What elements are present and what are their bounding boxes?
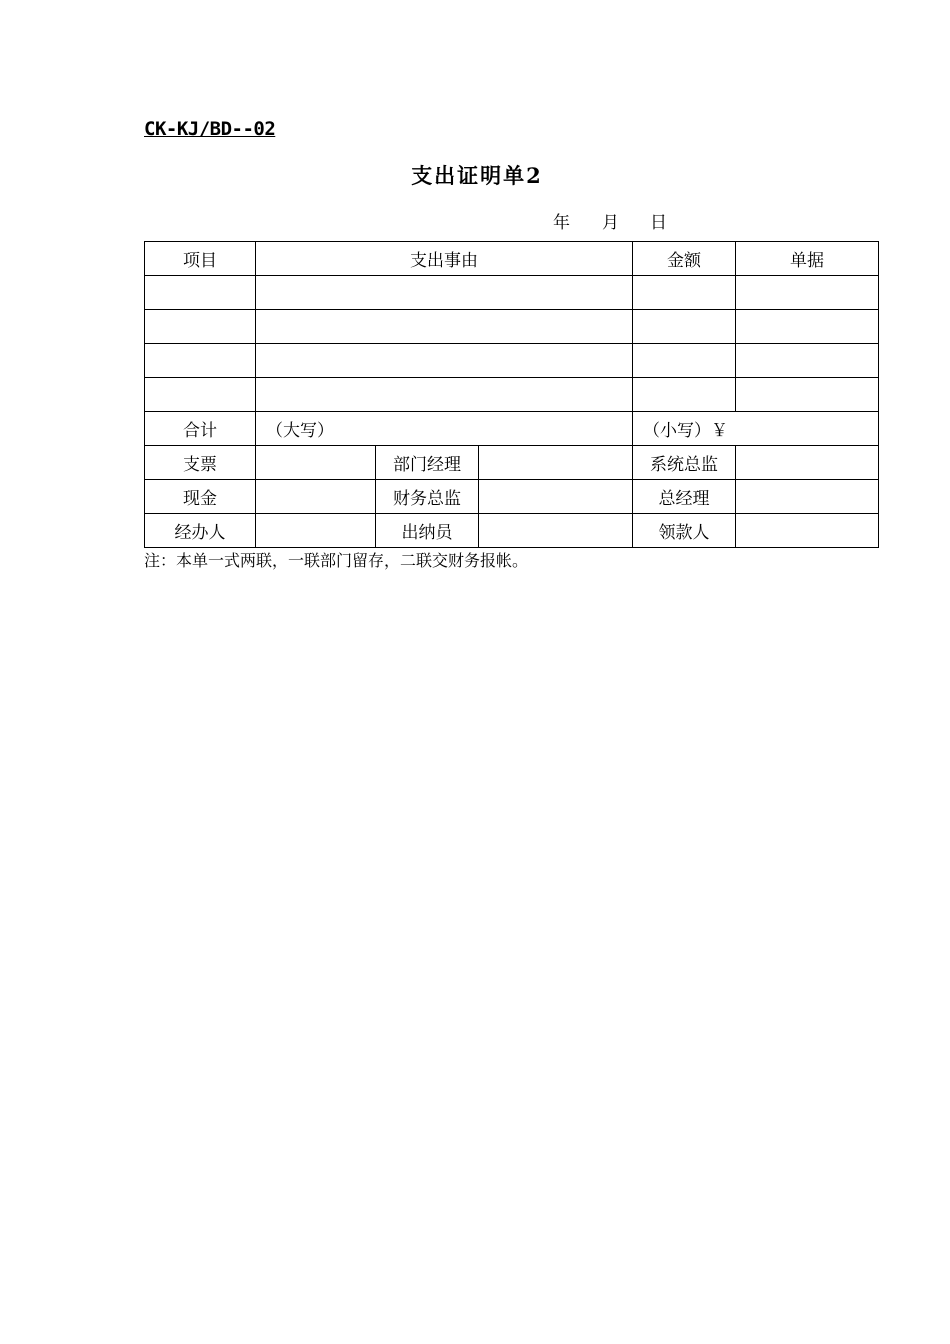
sign-row — [145, 480, 879, 514]
total-lowercase-field[interactable]: （小写）￥ — [633, 412, 879, 446]
amount-cell[interactable] — [633, 276, 736, 310]
item-cell[interactable] — [145, 344, 256, 378]
sign-field[interactable] — [256, 480, 376, 514]
sign-label: 经办人 — [145, 514, 256, 548]
footnote: 注：本单一式两联，一联部门留存，二联交财务报帐。 — [144, 551, 529, 570]
item-cell[interactable] — [145, 276, 256, 310]
reason-cell[interactable] — [256, 344, 633, 378]
sign-field[interactable] — [736, 446, 879, 480]
sign-field[interactable] — [736, 514, 879, 548]
receipt-cell[interactable] — [736, 310, 879, 344]
amount-cell[interactable] — [633, 378, 736, 412]
item-cell[interactable] — [145, 310, 256, 344]
document-title: 支出证明单2 — [411, 163, 543, 188]
receipt-cell[interactable] — [736, 276, 879, 310]
header-reason: 支出事由 — [256, 242, 633, 276]
header-receipt: 单据 — [736, 242, 879, 276]
reason-cell[interactable] — [256, 378, 633, 412]
sign-label: 部门经理 — [376, 446, 479, 480]
sign-label: 领款人 — [633, 514, 736, 548]
table-row — [145, 378, 879, 412]
table-row — [145, 310, 879, 344]
date-year-label: 年 — [553, 213, 570, 233]
sign-label: 财务总监 — [376, 480, 479, 514]
header-amount: 金额 — [633, 242, 736, 276]
total-label: 合计 — [145, 412, 256, 446]
sign-label: 支票 — [145, 446, 256, 480]
table-header-row — [145, 242, 879, 276]
sign-field[interactable] — [256, 514, 376, 548]
table-row — [145, 276, 879, 310]
sign-label: 现金 — [145, 480, 256, 514]
sign-field[interactable] — [479, 514, 633, 548]
sign-field[interactable] — [256, 446, 376, 480]
amount-cell[interactable] — [633, 310, 736, 344]
expense-form-table — [144, 241, 879, 548]
total-row — [145, 412, 879, 446]
reason-cell[interactable] — [256, 276, 633, 310]
receipt-cell[interactable] — [736, 378, 879, 412]
sign-field[interactable] — [479, 446, 633, 480]
sign-label: 出纳员 — [376, 514, 479, 548]
sign-label: 总经理 — [633, 480, 736, 514]
reason-cell[interactable] — [256, 310, 633, 344]
table-row — [145, 344, 879, 378]
sign-field[interactable] — [736, 480, 879, 514]
amount-cell[interactable] — [633, 344, 736, 378]
sign-row — [145, 446, 879, 480]
sign-label: 系统总监 — [633, 446, 736, 480]
date-month-label: 月 — [602, 213, 619, 233]
date-day-label: 日 — [650, 213, 667, 233]
item-cell[interactable] — [145, 378, 256, 412]
sign-field[interactable] — [479, 480, 633, 514]
total-uppercase-field[interactable]: （大写） — [256, 412, 633, 446]
header-item: 项目 — [145, 242, 256, 276]
document-code: CK-KJ/BD--02 — [144, 118, 276, 140]
receipt-cell[interactable] — [736, 344, 879, 378]
sign-row — [145, 514, 879, 548]
